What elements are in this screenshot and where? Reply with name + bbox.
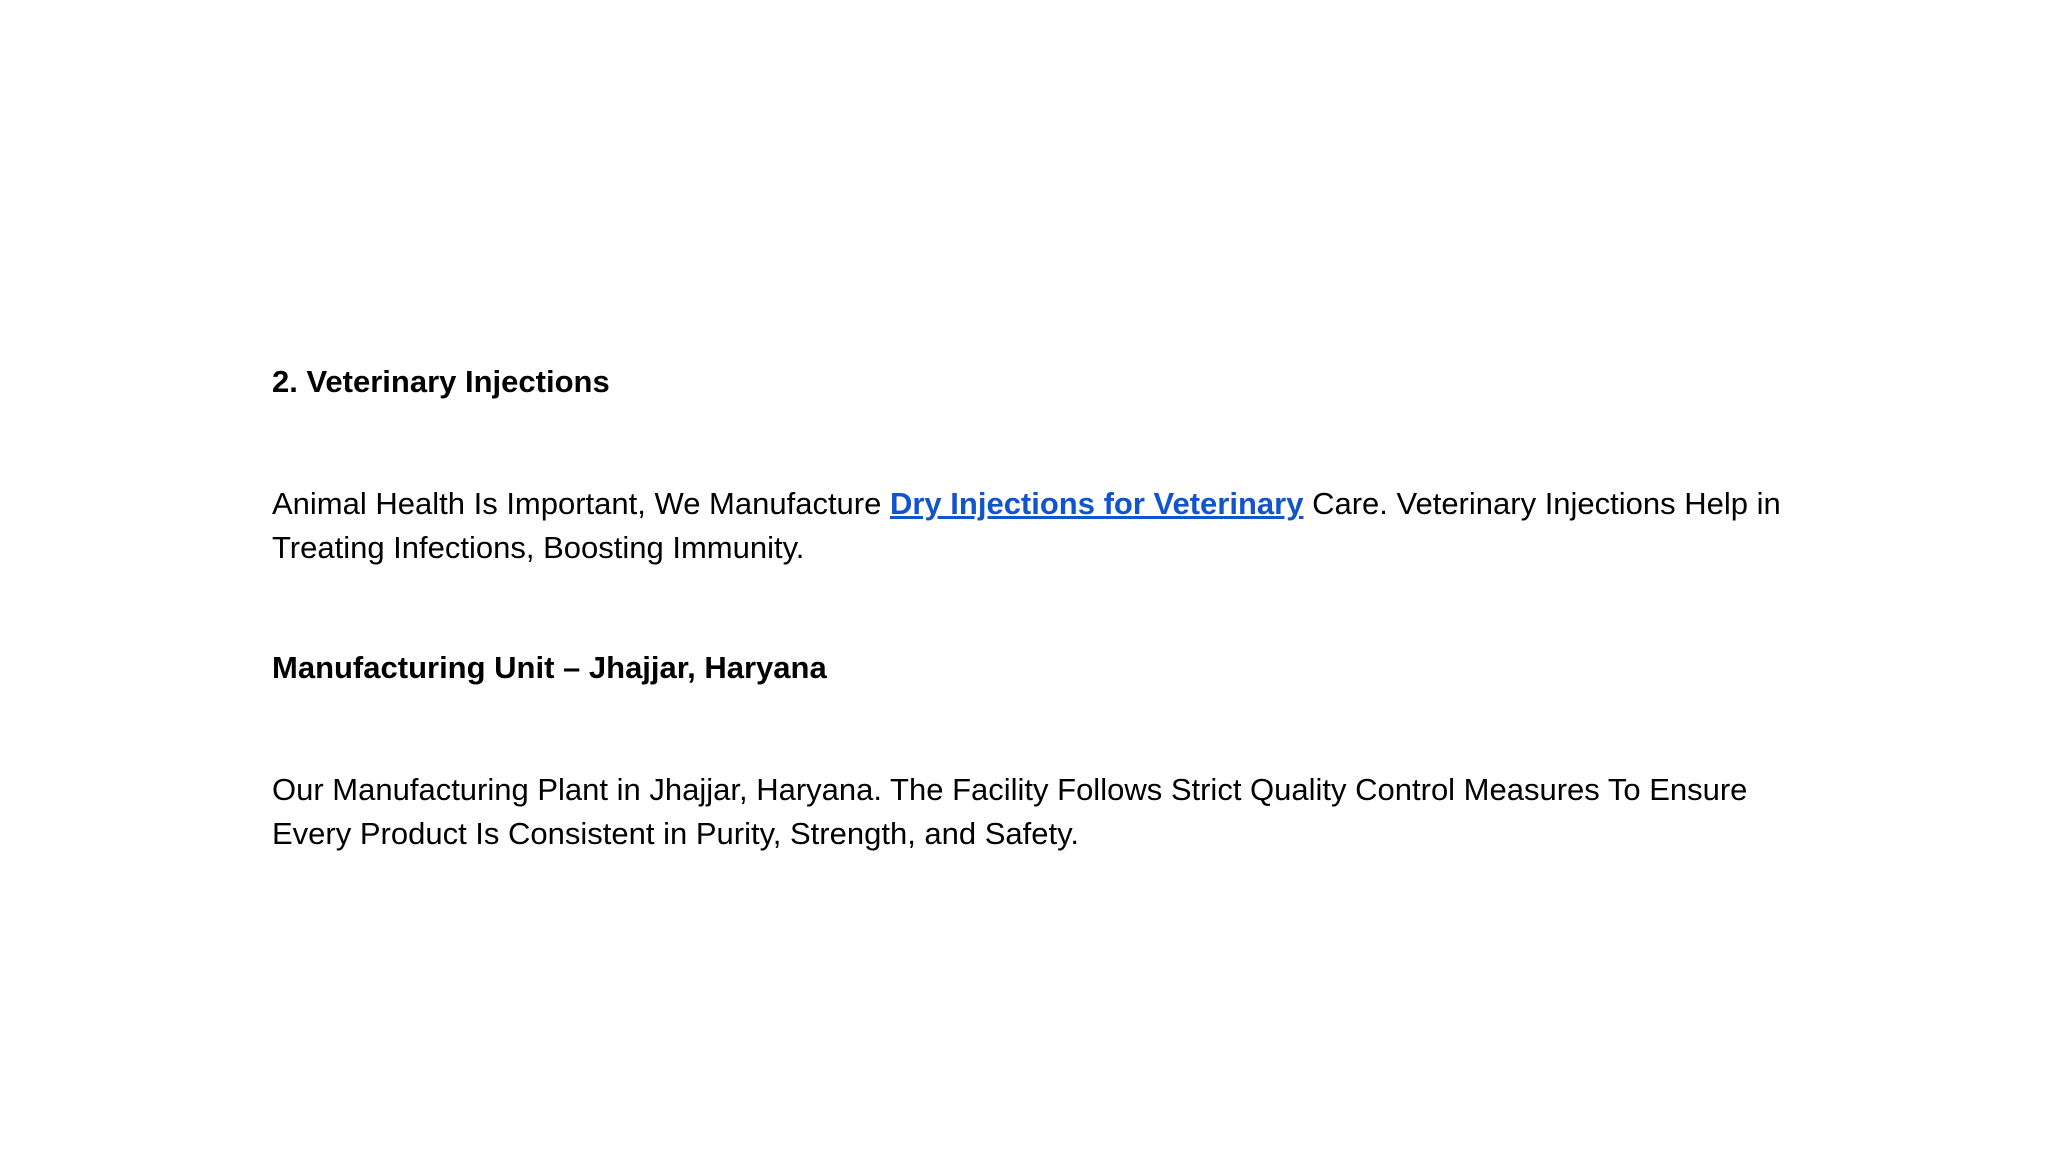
section-heading-manufacturing-unit: Manufacturing Unit – Jhajjar, Haryana <box>272 650 827 685</box>
paragraph-animal-health <box>272 482 1792 570</box>
paragraph-manufacturing-plant: Our Manufacturing Plant in Jhajjar, Haryana. The Facility Follows Strict Quality Control Measures To Ensure Every Product Is Consistent in Purity, Strength, and Safety. <box>272 772 1748 851</box>
paragraph-text-before-link: Animal Health Is Important, We Manufacture <box>272 486 890 521</box>
paragraph-text-after-link: Care. Veterinary Injections Help in Treating Infections, Boosting Immunity. <box>272 486 1781 565</box>
section-heading-veterinary-injections: 2. Veterinary Injections <box>272 364 610 399</box>
dry-injections-link[interactable]: Dry Injections for Veterinary <box>889 486 1304 521</box>
document-page <box>272 0 1792 1152</box>
